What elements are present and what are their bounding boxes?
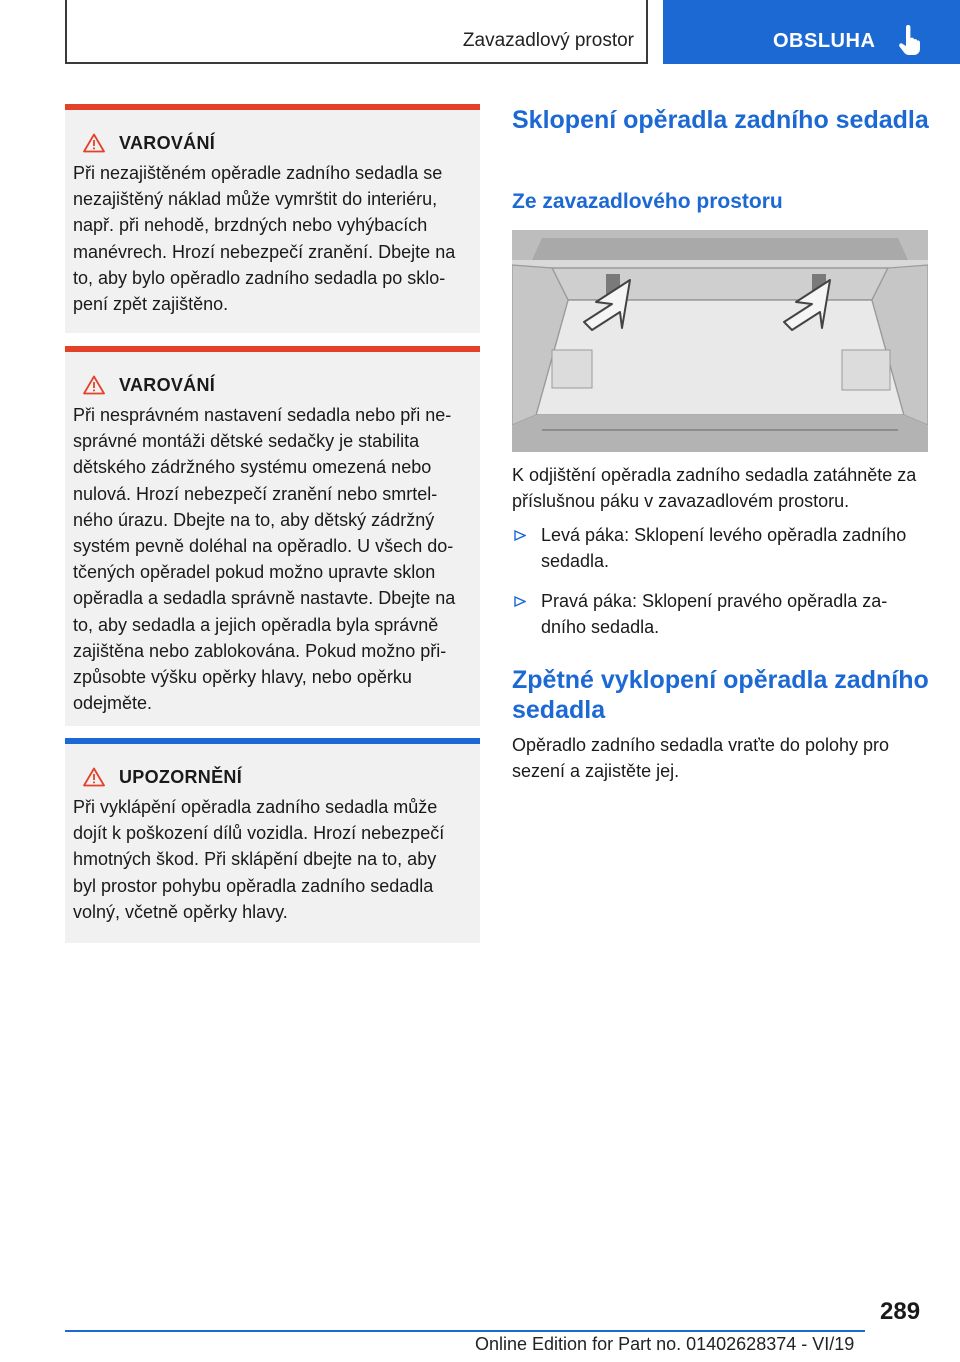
header-section-title: Zavazadlový prostor [462, 30, 634, 51]
header-chapter-tab[interactable] [663, 0, 960, 64]
footer-edition: Online Edition for Part no. 01402628374 - VI/19 [475, 1334, 855, 1354]
hand-pointer-icon [898, 25, 922, 55]
warning-bar [65, 346, 480, 352]
warning-title: VAROVÁNÍ [119, 132, 216, 153]
subsection-heading: Ze zavazadlového prostoru [512, 190, 783, 213]
luggage-compartment-figure [512, 230, 928, 452]
lever-list [512, 522, 932, 654]
warning-box-2 [65, 346, 480, 726]
caution-bar [65, 738, 480, 744]
warning-triangle-icon [83, 375, 105, 395]
warning-bar [65, 104, 480, 110]
warning-box-1 [65, 104, 480, 333]
bullet-triangle-icon [514, 596, 526, 607]
caution-box [65, 738, 480, 943]
warning-triangle-icon [83, 767, 105, 787]
footer-rule [65, 1330, 865, 1332]
bullet-triangle-icon [514, 530, 526, 541]
warning-text: Při nesprávném nastavení sedadla nebo při ne- správné montáži dětské sedačky je stabilita dětského zádržného systému omezená nebo nulová. Hrozí nebezpečí zranění nebo smrtel- ného úrazu. Dbejte na to, aby dětský zádržný systém pevně doléhal na opěradlo. U všech do- tčených opěradel pokud možno upravte sklon opěradla a sedadla správně nastavte. Dbejte na to, aby sedadla a jejich opěradla byla správně zajištěna nebo zablokována. Pokud možno při- způsobte výšku opěrky hlavy, nebo opěrku odejměte. [73, 405, 456, 714]
warning-title: VAROVÁNÍ [119, 374, 216, 395]
caution-title: UPOZORNĚNÍ [119, 766, 243, 787]
warning-text: Při nezajištěném opěradle zadního sedadla se nezajištěný náklad může vymrštit do interiéru, např. při nehodě, brzdných nebo vyhýbacích manévrech. Hrozí nebezpečí zranění. Dbejte na to, aby bylo opěradlo zadního sedadla po sklo- pení zpět zajištěno. [73, 163, 456, 315]
header-chapter-label: OBSLUHA [773, 30, 876, 52]
caution-text: Při vyklápění opěradla zadního sedadla může dojít k poškození dílů vozidla. Hrozí nebezpečí hmotných škod. Při sklápění dbejte na to, aby byl prostor pohybu opěradla zadního sedadla volný, včetně opěrky hlavy. [73, 797, 445, 922]
intro-paragraph: K odjištění opěradla zadního sedadla zatáhněte za příslušnou páku v zavazadlovém prostoru. [512, 465, 917, 511]
page-number: 289 [880, 1298, 921, 1325]
list-item: Levá páka: Sklopení levého opěradla zadního sedadla. [512, 522, 932, 574]
section-heading-2: Zpětné vyklopení opěradla zadního sedadla [512, 666, 929, 724]
return-paragraph: Opěradlo zadního sedadla vraťte do polohy pro sezení a zajistěte jej. [512, 735, 890, 781]
warning-triangle-icon [83, 133, 105, 153]
section-heading: Sklopení opěradla zadního sedadla [512, 106, 929, 134]
list-item: Pravá páka: Sklopení pravého opěradla za-dního sedadla. [512, 588, 932, 640]
header-section-box [65, 0, 648, 64]
